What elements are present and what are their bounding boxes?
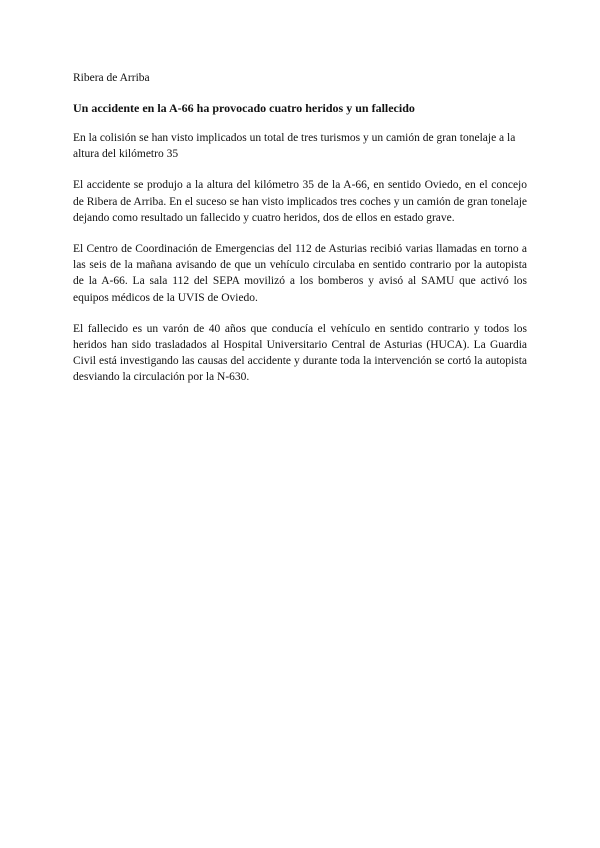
article-location: Ribera de Arriba [73,72,150,84]
article-body [73,70,527,401]
article-headline: Un accidente en la A-66 ha provocado cuatro heridos y un fallecido [73,101,415,115]
article-lead-paragraph: En la colisión se han visto implicados un total de tres turismos y un camión de gran tonelaje a la altura del kilómetro 35 [73,132,516,161]
article-paragraph-victims: El fallecido es un varón de 40 años que conducía el vehículo en sentido contrario y todos los heridos han sido trasladados al Hospital Universitario Central de Asturias (HUCA). La Guardia Civil está investigando las causas del accidente y durante toda la intervención se cortó la autopista desviando la circulación por la N-630. [73,322,527,384]
article-paragraph-emergency: El Centro de Coordinación de Emergencias del 112 de Asturias recibió varias llamadas en torno a las seis de la mañana avisando de que un vehículo circulaba en sentido contrario por la autopista de la A-66. La sala 112 del SEPA movilizó a los bomberos y avisó al SAMU que activó los equipos médicos de la UVIS de Oviedo. [73,243,527,304]
article-paragraph-accident: El accidente se produjo a la altura del kilómetro 35 de la A-66, en sentido Oviedo, en el concejo de Ribera de Arriba. En el suceso se han visto implicados tres coches y un camión de gran tonelaje dejando como resultado un fallecido y cuatro heridos, dos de ellos en estado grave. [73,179,527,224]
